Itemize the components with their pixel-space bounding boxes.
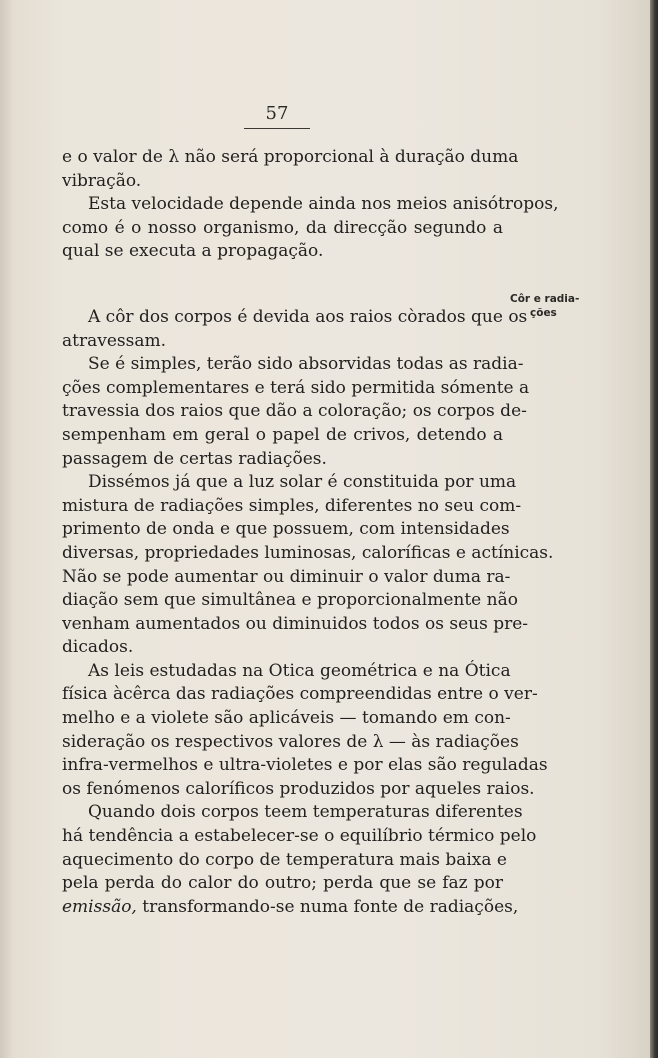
text-line: mistura de radiações simples, diferentes no seu com-	[62, 495, 522, 516]
text-line: Não se pode aumentar ou diminuir o valor duma ra-	[62, 566, 511, 587]
text-line: Esta velocidade depende ainda nos meios anisótropos,	[88, 194, 559, 215]
text-fragment: transformando-se numa fonte de radiações,	[136, 896, 519, 917]
text-line: ções complementares e terá sido permitida sómente a	[62, 377, 530, 398]
paragraph	[62, 193, 559, 264]
text-line: os fenómenos caloríficos produzidos por aqueles raios.	[62, 778, 535, 799]
text-line: A côr dos corpos é devida aos raios còrados que os	[88, 306, 528, 327]
text-line: venham aumentados ou diminuidos todos os seus pre-	[62, 613, 529, 634]
text-line: Quando dois corpos teem temperaturas diferentes	[88, 802, 523, 823]
paragraph	[62, 471, 554, 660]
text-line: Dissémos já que a luz solar é constituida por uma	[88, 472, 517, 493]
emphasized-term: emissão,	[62, 896, 137, 917]
text-line: pela perda do calor do outro; perda que se faz por	[62, 873, 503, 894]
page-number: 57	[244, 100, 310, 129]
text-line: Se é simples, terão sido absorvidas todas as radia-	[88, 354, 524, 375]
margin-note-line: ções	[530, 307, 557, 319]
paragraph	[62, 353, 530, 471]
text-line: travessia dos raios que dão a coloração; os corpos de-	[62, 401, 527, 422]
text-line: As leis estudadas na Otica geométrica e na Ótica	[88, 660, 511, 681]
text-line: aquecimento do corpo de temperatura mais baixa e	[62, 849, 507, 870]
paragraph	[62, 801, 537, 895]
text-line: diação sem que simultânea e proporcionalmente não	[62, 590, 518, 611]
text-line	[62, 896, 519, 920]
text-line: passagem de certas radiações.	[62, 448, 327, 469]
text-line: diversas, propriedades luminosas, caloríficas e actínicas.	[62, 542, 554, 563]
text-line: dicados.	[62, 637, 134, 658]
paragraph	[62, 306, 528, 353]
text-line: primento de onda e que possuem, com intensidades	[62, 519, 510, 540]
margin-note-line: Côr e radia-	[510, 293, 580, 305]
text-line: e o valor de λ não será proporcional à duração duma	[62, 147, 519, 167]
section-gap	[62, 264, 503, 306]
paragraph	[62, 660, 548, 802]
text-line: física àcêrca das radiações compreendidas entre o ver-	[62, 684, 538, 705]
text-line: infra-vermelhos e ultra-violetes e por elas são reguladas	[62, 755, 548, 776]
text-line: há tendência a estabelecer-se o equilíbrio térmico pelo	[62, 826, 537, 847]
text-line: como é o nosso organismo, da direcção segundo a	[62, 217, 503, 238]
text-line: atravessam.	[62, 330, 167, 351]
page-edge-shadow	[650, 0, 658, 1058]
text-line: melho e a violete são aplicáveis — tomando em con-	[62, 708, 511, 729]
text-line: vibração.	[62, 170, 142, 191]
paragraph	[62, 146, 519, 193]
text-line: sideração os respectivos valores de λ — às radiações	[62, 731, 519, 752]
text-line: sempenham em geral o papel de crivos, detendo a	[62, 424, 503, 445]
text-line: qual se executa a propagação.	[62, 241, 324, 262]
